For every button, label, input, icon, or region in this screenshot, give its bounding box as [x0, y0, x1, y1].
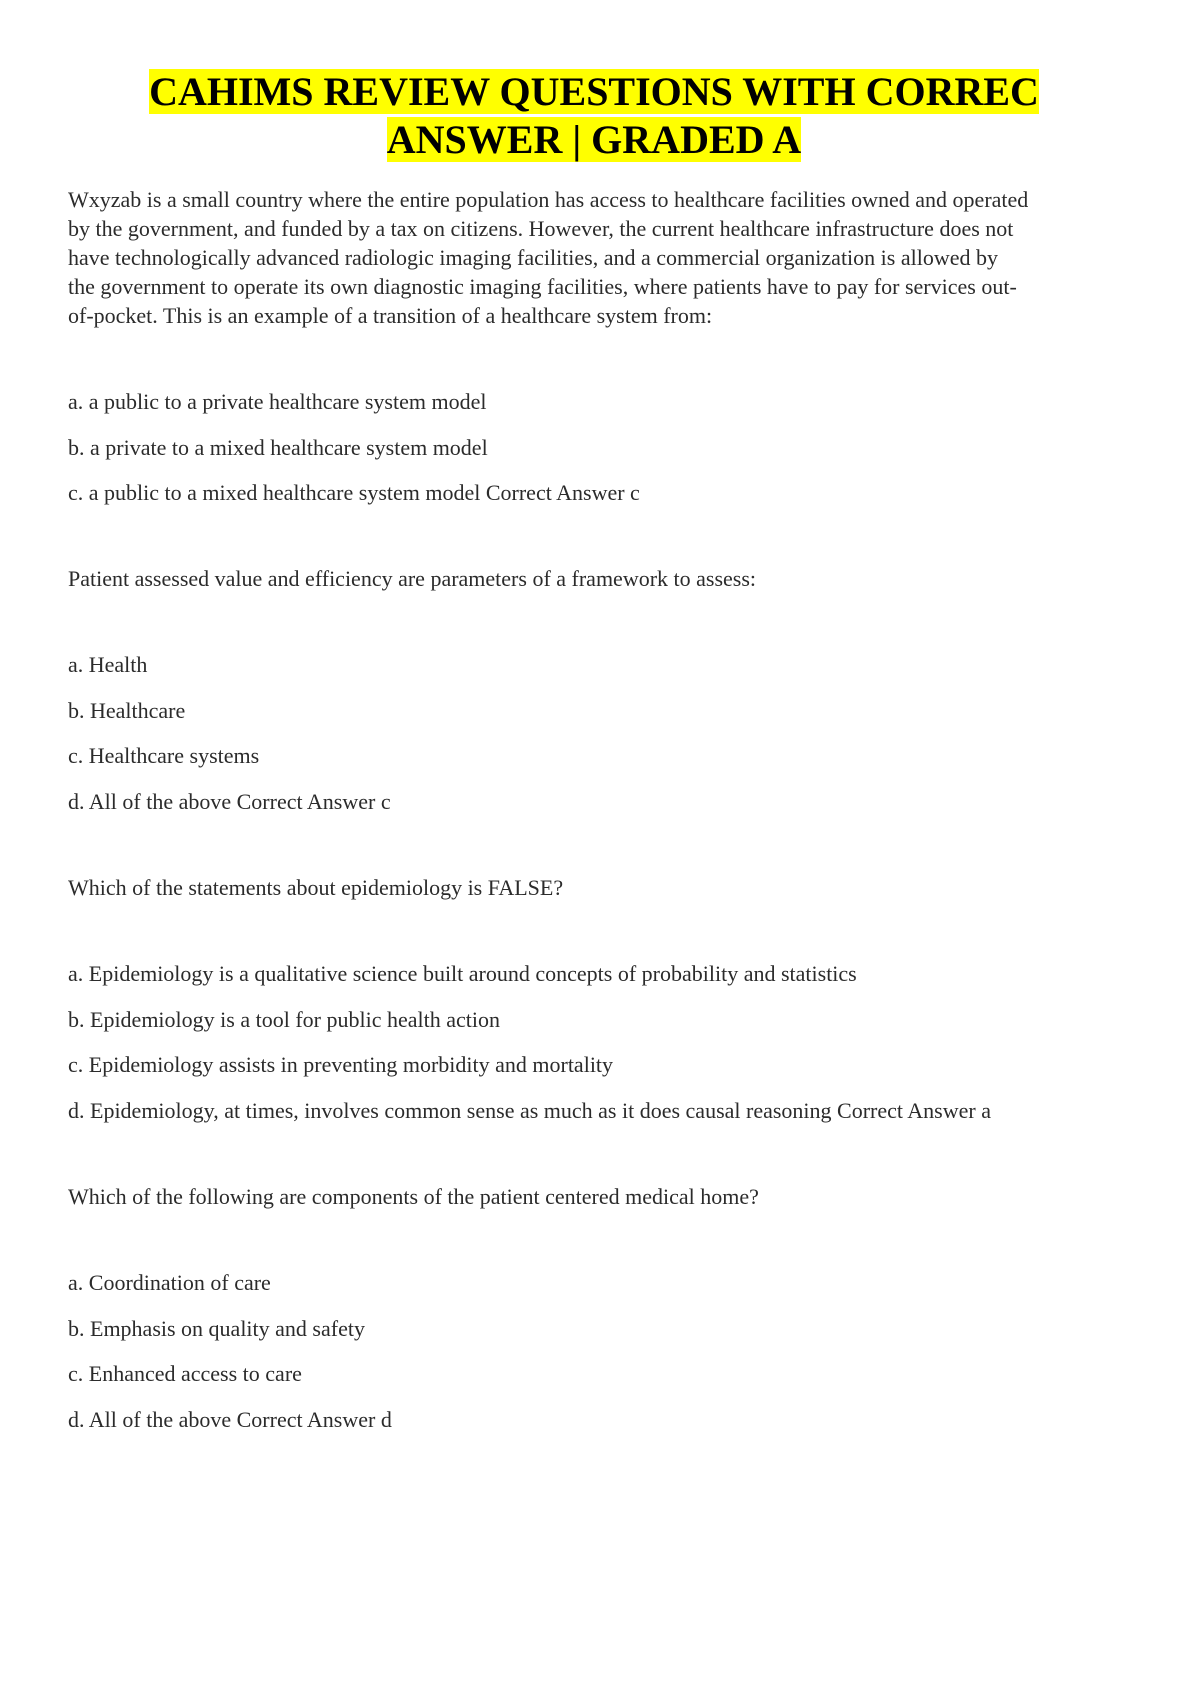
- answer-option: c. Healthcare systems: [68, 743, 260, 768]
- answer-option: a. a public to a private healthcare system model: [68, 389, 487, 414]
- answer-option: b. Epidemiology is a tool for public health action: [68, 1007, 500, 1032]
- answer-option: c. Enhanced access to care: [68, 1361, 302, 1386]
- answer-option: a. Epidemiology is a qualitative science built around concepts of probability and statistics: [68, 961, 857, 986]
- questions-content: [68, 185, 1128, 1434]
- answer-option: d. All of the above Correct Answer c: [68, 789, 391, 814]
- question-block-4: [68, 1182, 1128, 1434]
- answer-option: d. All of the above Correct Answer d: [68, 1407, 392, 1432]
- title-line-2: ANSWER | GRADED A: [386, 117, 802, 162]
- stem-line: by the government, and funded by a tax on citizens. However, the current healthcare infrastructure does not: [68, 216, 1014, 241]
- stem-line: the government to operate its own diagnostic imaging facilities, where patients have to pay for services out-: [68, 274, 1017, 299]
- document-title: [68, 68, 1120, 164]
- answer-option: a. Health: [68, 652, 148, 677]
- stem-line: of-pocket. This is an example of a transition of a healthcare system from:: [68, 303, 713, 328]
- answer-option: a. Coordination of care: [68, 1270, 271, 1295]
- answer-option: d. Epidemiology, at times, involves common sense as much as it does causal reasoning Correct Answer a: [68, 1098, 991, 1123]
- answer-option: c. Epidemiology assists in preventing morbidity and mortality: [68, 1052, 614, 1077]
- question-stem-2: Patient assessed value and efficiency are parameters of a framework to assess:: [68, 566, 757, 591]
- question-stem-4: Which of the following are components of the patient centered medical home?: [68, 1184, 759, 1209]
- question-stem-3: Which of the statements about epidemiology is FALSE?: [68, 875, 564, 900]
- answer-option: b. Healthcare: [68, 698, 186, 723]
- answer-option: c. a public to a mixed healthcare system model Correct Answer c: [68, 480, 640, 505]
- stem-line: have technologically advanced radiologic imaging facilities, and a commercial organization is allowed by: [68, 245, 998, 270]
- question-block-2: [68, 564, 1128, 816]
- answer-option: b. a private to a mixed healthcare system model: [68, 435, 488, 460]
- question-stem-1: [68, 185, 1128, 330]
- title-line-1: CAHIMS REVIEW QUESTIONS WITH CORREC: [149, 69, 1039, 114]
- stem-line: Wxyzab is a small country where the entire population has access to healthcare facilities owned and operated: [68, 187, 1029, 212]
- question-block-3: [68, 873, 1128, 1125]
- question-block-1: [68, 185, 1128, 507]
- answer-option: b. Emphasis on quality and safety: [68, 1316, 365, 1341]
